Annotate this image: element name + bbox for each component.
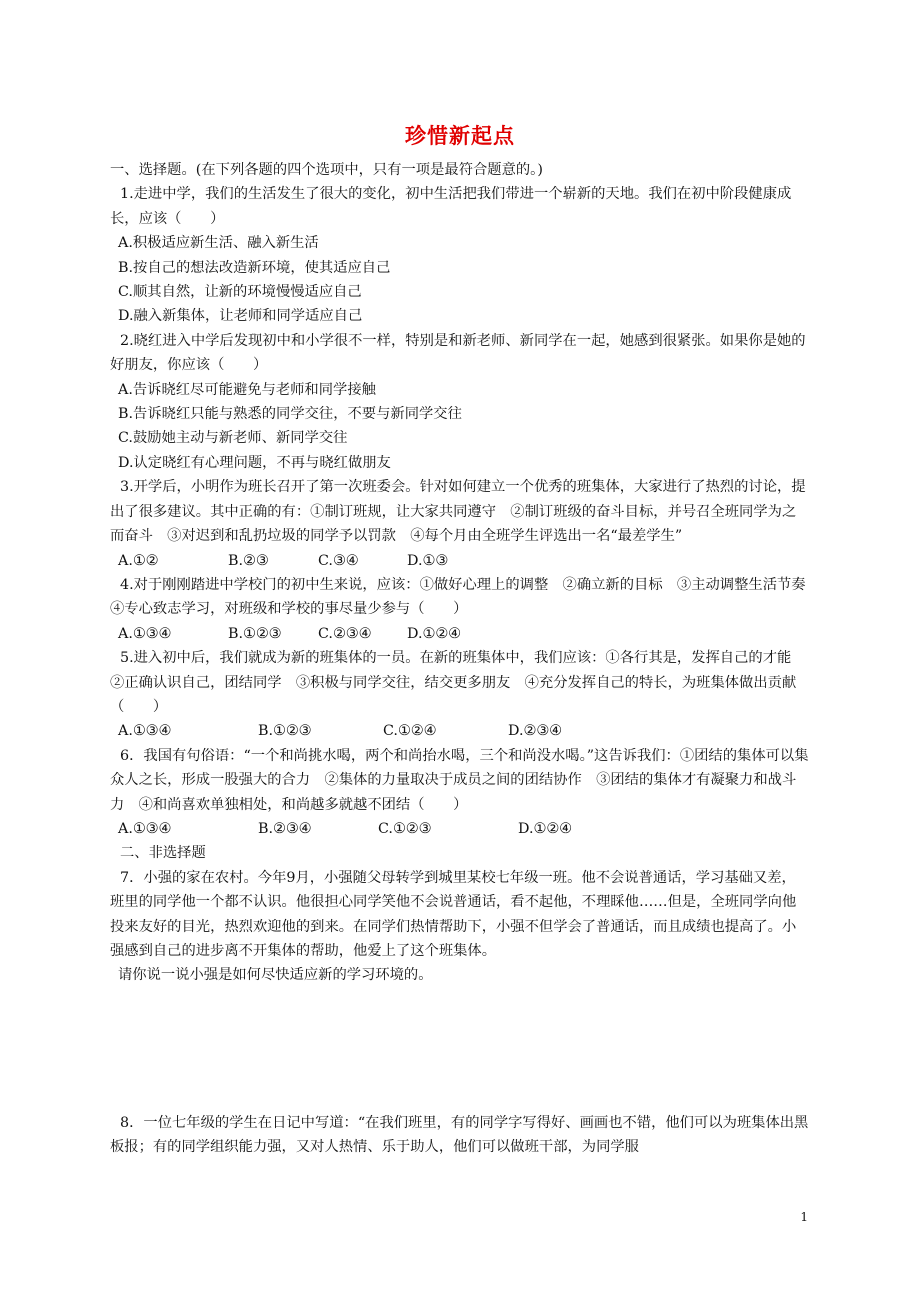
question-2-option-a: A.告诉晓红尽可能避免与老师和同学接触 [118,381,376,398]
question-4-options [110,622,810,646]
answer-space [110,988,810,1111]
question-6-stem: 6．我国有句俗语：“一个和尚挑水喝，两个和尚抬水喝，三个和尚没水喝。”这告诉我们：①团结的集体可以集众人之长，形成一股强大的合力 ②集体的力量取决于成员之间的团结协作 ③团结的集体才有凝聚力和战斗力 ④和尚喜欢单独相处，和尚越多就越不团结（ ） [110,747,809,813]
question-4-option-b: B.①②③ [228,625,282,642]
question-6-options [110,817,810,841]
question-2-stem: 2.晓红进入中学后发现初中和小学很不一样，特别是和新老师、新同学在一起，她感到很紧张。如果你是她的好朋友，你应该（ ） [110,332,806,374]
question-5-option-c: C.①②④ [383,723,437,740]
question-3-stem: 3.开学后，小明作为班长召开了第一次班委会。针对如何建立一个优秀的班集体，大家进行了热烈的讨论，提出了很多建议。其中正确的有：①制订班规，让大家共同遵守 ②制订班级的奋斗目标，并号召全班同学为之而奋斗 ③对迟到和乱扔垃圾的同学予以罚款 ④每个月由全班学生评选出一名“最差学生” [110,479,806,545]
question-4-option-c: C.②③④ [318,625,372,642]
document-title: 珍惜新起点 [405,124,515,148]
question-6-option-d: D.①②④ [518,820,572,837]
question-3-option-a: A.①② [118,552,159,569]
document-body [110,158,820,1160]
question-3-option-b: B.②③ [228,552,269,569]
question-6-option-a: A.①③④ [118,820,172,837]
question-5-options [110,719,810,743]
question-6-option-c: C.①②③ [378,820,432,837]
question-1-stem: 1.走进中学，我们的生活发生了很大的变化，初中生活把我们带进一个崭新的天地。我们在初中阶段健康成长，应该（ ） [110,186,792,227]
question-5-option-b: B.①②③ [258,723,312,740]
question-1-option-d: D.融入新集体，让老师和同学适应自己 [118,308,363,325]
question-5-option-d: D.②③④ [508,723,562,740]
question-3-options [110,549,810,573]
question-3-option-c: C.③④ [318,552,359,569]
question-4-stem: 4.对于刚刚踏进中学校门的初中生来说，应该：①做好心理上的调整 ②确立新的目标 ③主动调整生活节奏 ④专心致志学习，对班级和学校的事尽量少参与（ ） [110,576,820,618]
page-number: 1 [800,1210,808,1224]
question-1-option-a: A.积极适应新生活、融入新生活 [118,235,319,252]
question-3-option-d: D.①③ [407,552,449,569]
question-5-option-a: A.①③④ [118,723,172,740]
question-1-option-b: B.按自己的想法改造新环境，使其适应自己 [118,259,391,276]
section-heading-nonchoice: 二、非选择题 [120,845,206,862]
question-2-option-c: C.鼓励她主动与新老师、新同学交往 [118,430,348,447]
question-2-option-b: B.告诉晓红只能与熟悉的同学交往，不要与新同学交往 [118,406,462,423]
question-7-stem: 7．小强的家在农村。今年9月，小强随父母转学到城里某校七年级一班。他不会说普通话，学习基础又差，班里的同学他一个都不认识。他很担心同学笑他不会说普通话，看不起他，不理睬他……但是，全班同学向他投来友好的目光，热烈欢迎他的到来。在同学们热情帮助下，小强不但学会了普通话，而且成绩也提高了。小强感到自己的进步离不开集体的帮助，他爱上了这个班集体。 [110,869,797,959]
section-heading-choice: 一、选择题。(在下列各题的四个选项中，只有一项是最符合题意的。) [110,162,543,178]
question-8-stem: 8．一位七年级的学生在日记中写道：“在我们班里，有的同学字写得好、画画也不错，他们可以为班集体出黑板报；有的同学组织能力强，又对人热情、乐于助人，他们可以做班干部，为同学服 [110,1114,809,1156]
question-7-prompt: 请你说一说小强是如何尽快适应新的学习环境的。 [118,967,433,984]
question-1-option-c: C.顺其自然，让新的环境慢慢适应自己 [118,284,362,301]
question-6-option-b: B.②③④ [258,820,312,837]
question-4-option-d: D.①②④ [407,625,461,642]
question-5-stem: 5.进入初中后，我们就成为新的班集体的一员。在新的班集体中，我们应该：①各行其是，发挥自己的才能 ②正确认识自己，团结同学 ③积极与同学交往，结交更多朋友 ④充分发挥自己的特长，为班集体做出贡献（ ） [110,650,806,715]
question-4-option-a: A.①③④ [118,625,172,642]
question-2-option-d: D.认定晓红有心理问题，不再与晓红做朋友 [118,454,391,471]
